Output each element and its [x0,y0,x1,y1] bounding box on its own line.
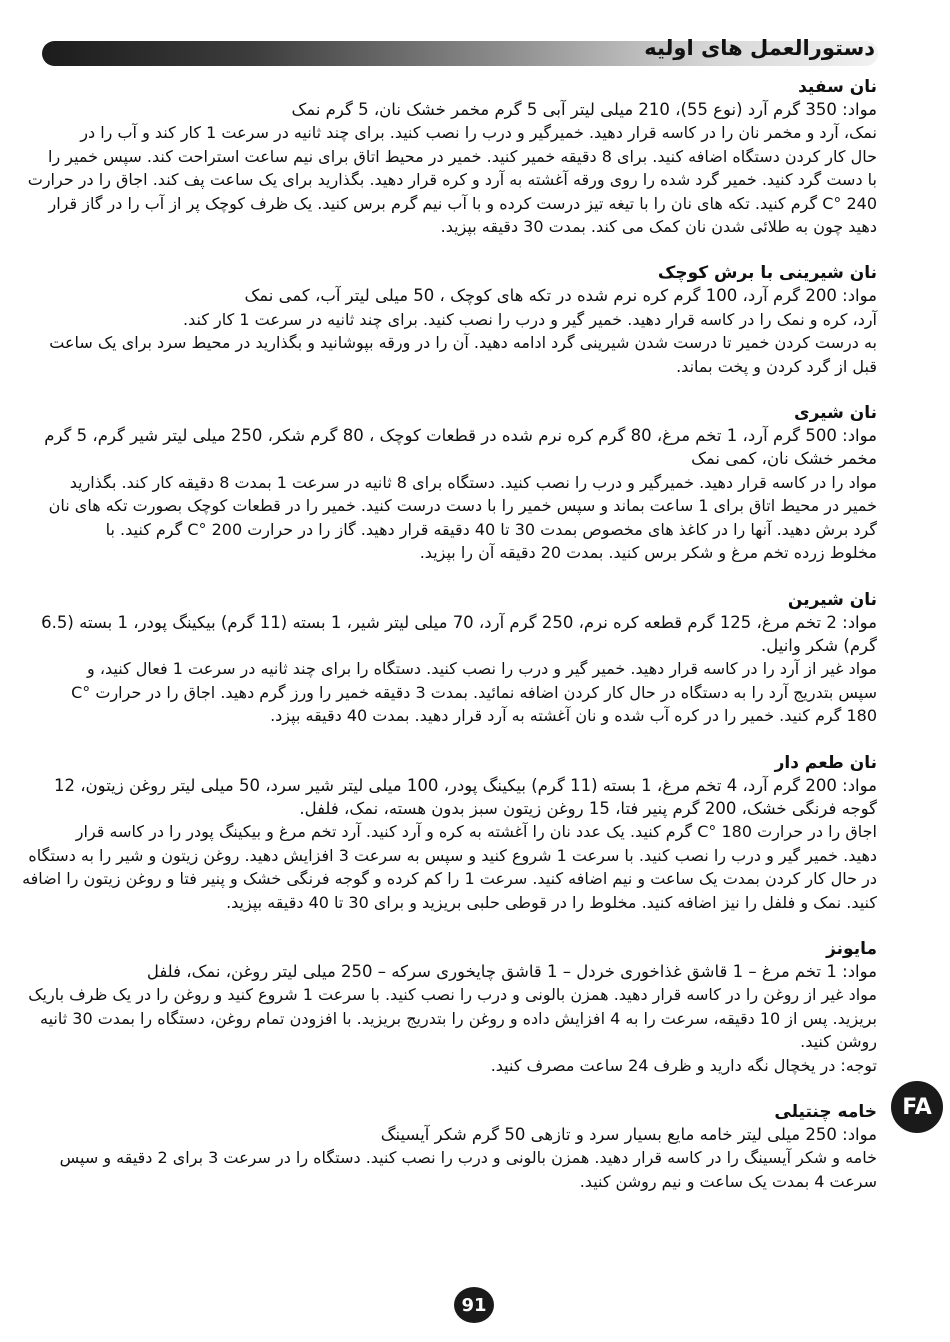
instruction-line: مواد غیر از آرد را در کاسه قرار دهید. خمیر گیر و درب را نصب کنید. دستگاه را برای چند ثانیه در سرعت 1 فعال کنید، و [87,659,877,679]
recipe-title: خامه چنتیلی [774,1102,877,1122]
ingredients-line: مخمر خشک نان، کمی نمک [691,449,877,469]
instruction-line: خامه و شکر آیسینگ را در کاسه قرار دهید. همزن بالونی و درب را نصب کنید. دستگاه را در سرعت 3 برای 2 دقیقه و سپس [59,1148,877,1168]
recipe-section [22,752,877,914]
recipe-section [28,938,877,1077]
instruction-line: به درست کردن خمیر تا درست شدن شیرینی گرد ادامه دهید. آن را در ورقه بپوشانید و بگذارید در محیط سرد برای یک ساعت [49,333,877,353]
recipe-title: مایونز [826,938,877,959]
ingredients-line: مواد: 2 تخم مرغ، 125 گرم قطعه کره نرم، 250 گرم آرد، 70 میلی لیتر شیر، 1 بسته (11 گرم) بیکینگ پودر، 1 بسته (6.5 [41,612,877,632]
instruction-line: 180 گرم کنید. خمیر را در کره آب شده و نان آغشته به آرد قرار دهید. بمدت 40 دقیقه بپزد. [270,706,877,726]
ingredients-line: گوجه فرنگی خشک، 200 گرم پنیر فتا، 15 روغن زیتون سبز بدون هسته، نمک، فلفل. [299,798,877,818]
recipe-section [41,589,877,728]
instruction-line: نمک، آرد و مخمر نان را در کاسه قرار دهید. خمیرگیر و درب را نصب کنید. برای چند ثانیه در سرعت 1 کار کند و آب را در [80,123,877,143]
instruction-line: مخلوط زرده تخم مرغ و شکر برس کنید. بمدت 20 دقیقه آن را بپزید. [419,543,877,563]
recipe-title: نان شیری [793,403,877,424]
instruction-line: روشن کنید. [800,1032,877,1052]
instruction-line: کنید. نمک و فلفل را نیز اضافه کنید. مخلوط را در قوطی حلبی بریزید و برای 30 تا 40 دقیقه بپزید. [226,892,877,912]
ingredients-line: گرم) شکر وانیل. [760,635,877,655]
instruction-line: آرد، کره و نمک را در کاسه قرار دهید. خمیر گیر و درب را نصب کنید. برای چند ثانیه در سرعت 1 کار کند. [183,309,877,329]
page-number: 91 [454,1287,494,1323]
instruction-line: قبل از گرد کردن و پخت بماند. [676,356,877,376]
recipe-title: نان سفید [798,77,877,97]
ingredients-line: مواد: 250 میلی لیتر خامه مایع بسیار سرد و تازهی 50 گرم شکر آیسینگ [380,1125,877,1144]
recipe-section [44,402,877,564]
instruction-line: سپس بتدریج آرد را به دستگاه در حال کار کردن اضافه نمائید. بمدت 3 دقیقه خمیر را ورز گرم دهید. اجاق را در حرارت °C [71,682,877,702]
recipe-title: نان شیرین [787,589,877,610]
recipe-section [27,76,877,238]
ingredients-line: مواد: 350 گرم آرد (نوع 55)، 210 میلی لیتر آبی 5 گرم مخمر خشک نان، 5 گرم نمک [291,100,877,119]
ingredients-line: مواد: 200 گرم آرد، 4 تخم مرغ، 1 بسته (11 گرم) بیکینگ پودر، 100 میلی لیتر شیر سرد، 50 میلی لیتر روغن زیتون، 12 [53,775,877,795]
instruction-line: سرعت 4 بمدت یک ساعت و نیم روشن کنید. [579,1171,877,1191]
ingredients-line: مواد: 200 گرم آرد، 100 گرم کره نرم شده در تکه های کوچک ، 50 میلی لیتر آب، کمی نمک [244,286,877,306]
recipe-title: نان شیرینی با برش کوچک [657,263,877,284]
instruction-line: مواد را در کاسه قرار دهید. خمیرگیر و درب را نصب کنید. دستگاه برای 8 ثانیه در سرعت 1 بمدت 8 دقیقه کار کند. بگذارید [69,472,877,492]
recipe-title: نان طعم دار [774,752,877,773]
instruction-line: حال کار کردن دستگاه اضافه کنید. برای 8 دقیقه خمیر کنید. خمیر در محیط اتاق برای نیم ساعت استراحت کند. سپس خمیر را [48,146,877,166]
instruction-line: گرد برش دهید. آنها را در کاغذ های مخصوص بمدت 30 تا 40 دقیقه قرار دهید. گاز را در حرارت 200 °C گرم کنید. با [105,519,877,539]
instruction-line: دهید چون به طلائی شدن نان کمک می کند. بمدت 30 دقیقه بپزید. [440,217,877,237]
recipe-section [47,1101,877,1193]
note-line: توجه: در یخچال نگه دارید و ظرف 24 ساعت مصرف کنید. [490,1055,877,1075]
instruction-line: اجاق را در حرارت 180 °C گرم کنید. یک عدد نان را آغشته به کره و آرد کنید. آرد تخم مرغ و بیکینگ پودر را در کاسه قرار [75,822,877,842]
page-title: دستورالعمل های اولیه [644,36,875,60]
instruction-line: خمیر در محیط اتاق برای 1 ساعت بماند و سپس خمیر را با دست درست کنید. خمیر را در قطعات کوچک بصورت تکه های نان [48,496,877,516]
recipe-content [22,76,877,1193]
instruction-line: در حال کار کردن بمدت یک ساعت و نیم اضافه کنید. سرعت 1 را کم کرده و گوجه فرنگی خشک و پنیر فتا و روغن زیتون را اضافه [22,869,877,889]
ingredients-line: مواد: 500 گرم آرد، 1 تخم مرغ، 80 گرم کره نرم شده در قطعات کوچک ، 80 گرم شکر، 250 میلی لیتر شیر گرم، 5 گرم [44,426,877,446]
instruction-line: 240 °C گرم کنید. تکه های نان را با تیغه تیز درست کرده و با آب نیم گرم برس کنید. یک ظرف کوچک پر از آب را در گاز قرار [48,193,877,213]
instruction-line: با دست گرد کنید. خمیر گرد شده را روی ورقه آغشته به آرد و کره قرار دهید. بگذارید برای یک ساعت پف کند. اجاق را در حرارت [27,170,877,190]
ingredients-line: مواد: 1 تخم مرغ – 1 قاشق غذاخوری خردل – 1 قاشق چایخوری سرکه – 250 میلی لیتر روغن، نمک، فلفل [146,961,877,981]
instruction-line: دهید. خمیر گیر و درب را نصب کنید. با سرعت 1 شروع کنید و سپس به سرعت 3 افزایش دهید. روغن زیتون و شیر را به دستگاه [28,845,877,865]
language-badge: FA [891,1081,943,1133]
instruction-line: مواد غیر از روغن را در کاسه قرار دهید. همزن بالونی و درب را نصب کنید. با سرعت 1 شروع کنید و روغن را در یک ظرف باریک [28,985,877,1005]
instruction-line: بریزید. پس از 10 دقیقه، سرعت را به 4 افزایش داده و روغن را بتدریج بریزید. با افزودن تمام روغن، دستگاه را بمدت 30 ثانیه [40,1008,877,1028]
recipe-section [47,262,877,378]
